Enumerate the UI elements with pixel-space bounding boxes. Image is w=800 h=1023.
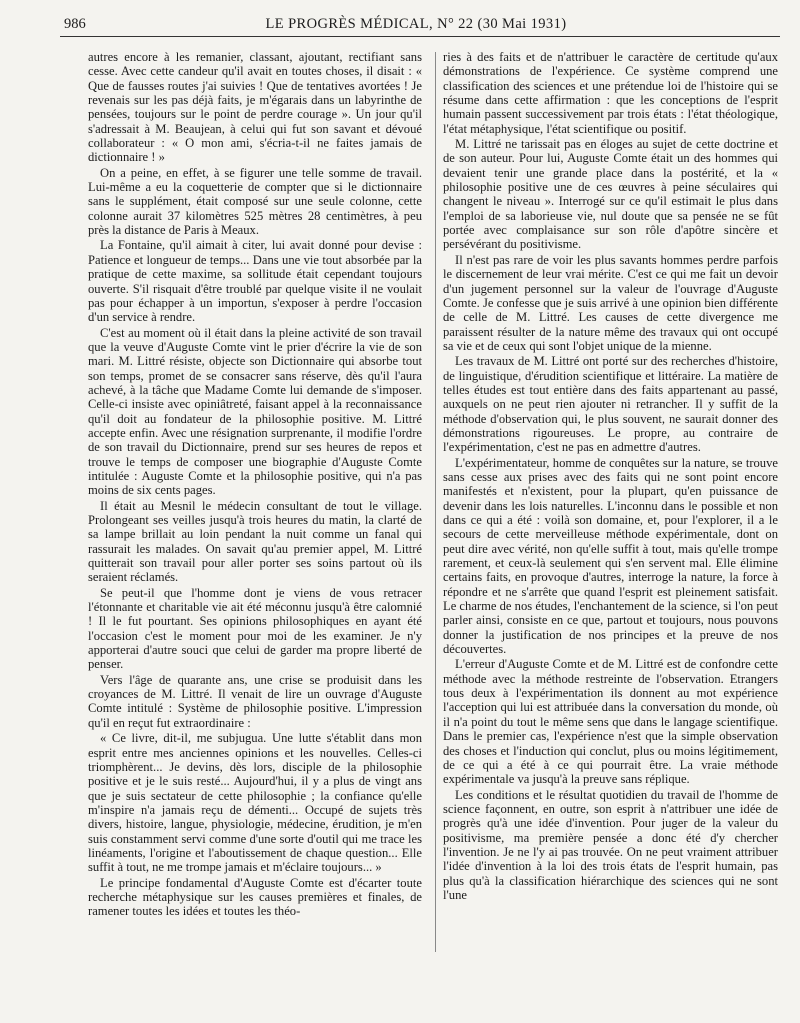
page-number: 986 xyxy=(64,16,86,32)
paragraph: ries à des faits et de n'attribuer le caractère de certitude qu'aux démonstrations de l'expérience. Ce système comprend une classification des sciences et une prétendue loi de l'histoire qui se résume dans cette affirmation : que les conceptions de l'esprit humain passent successivement par trois états : l'état théologique, l'état métaphysique, l'état scientifique ou positif. xyxy=(443,50,778,136)
header-rule xyxy=(60,36,780,37)
paragraph: Il n'est pas rare de voir les plus savants hommes perdre parfois le discernement de leur vrai mérite. C'est ce qui me fait un devoir d'un jugement personnel sur la valeur de l'ouvrage d'Auguste Comte. Je confesse que je suis arrivé à une opinion bien différente de celle de M. Littré. Les causes de cette divergence me paraissent résulter de la nature même des travaux qui ont occupé sa vie et de ceux qui sont l'objet unique de la mienne. xyxy=(443,252,778,353)
paragraph: Se peut-il que l'homme dont je viens de vous retracer l'étonnante et charitable vie ait été méconnu jusqu'à être calomnié ! Il le fut pourtant. Ses opinions philosophiques en ayant été l'occasion c'est le moment pour moi de les examiner. Je n'y apporterai d'autre souci que celui de garder ma propre liberté de penser. xyxy=(88,585,422,672)
paragraph: L'erreur d'Auguste Comte et de M. Littré est de confondre cette méthode avec la méthode restreinte de l'observation. Etrangers tous deux à l'expérimentation ils donnent au mot expérience l'acception qui lui est attribuée dans la conversation du monde, où il n'a point du tout le même sens que dans le langage scientifique. Dans le premier cas, l'expérience n'est que la simple observation des choses et l'induction qui conclut, plus ou moins légitimement, de ce qui a été à ce qui pourrait être. La vraie méthode expérimentale va jusqu'à la preuve sans réplique. xyxy=(443,657,778,787)
journal-title: LE PROGRÈS MÉDICAL, N° 22 (30 Mai 1931) xyxy=(265,16,567,32)
paragraph: On a peine, en effet, à se figurer une telle somme de travail. Lui-même a eu la coquetterie de compter que si le dictionnaire sans le supplément, était composé sur une seule colonne, cette colonne aurait 37 kilomètres 525 mètres 28 centimètres, à peu près la distance de Paris à Meaux. xyxy=(88,165,422,238)
paragraph: M. Littré ne tarissait pas en éloges au sujet de cette doctrine et de son auteur. Pour lui, Auguste Comte était un des hommes qui devaient tenir une grande place dans la postérité, et la « philosophie positive une de ces œuvres à peine séculaires qui changent le niveau ». Interrogé sur ce qu'il estimait le plus dans l'emploi de sa laborieuse vie, nul doute que sa pensée ne se fût portée avec complaisance sur son rôle d'apôtre sincère et persévérant du positivisme. xyxy=(443,137,778,252)
paragraph: Les travaux de M. Littré ont porté sur des recherches d'histoire, de linguistique, d'érudition scientifique et littéraire. La matière de telles études est tout entière dans des faits appartenant au passé, auxquels on ne peut rien ajouter ni retrancher. Il y suffit de la méthode d'observation qui, le plus souvent, ne saurait donner des démonstrations rigoureuses. Le propre, au contraire de l'expérimentation, c'est ne pas en admettre d'autres. xyxy=(443,354,778,455)
paragraph: C'est au moment où il était dans la pleine activité de son travail que la veuve d'Auguste Comte vint le prier d'écrire la vie de son mari. M. Littré résiste, objecte son Dictionnaire qui absorbe tout son temps, promet de se consacrer sans réserve, dès qu'il l'aura achevé, à la tâche que Madame Comte lui demande de s'imposer. Celle-ci insiste avec opiniâtreté, faisant appel à la reconnaissance qu'il doit au fondateur de la philosophie positive. M. Littré accepte enfin. Avec une résignation surprenante, il modifie l'ordre de son travail du Dictionnaire, prend sur ses heures de repos et trouve le temps de composer une biographie d'Auguste Comte intitulée : Auguste Comte et la philosophie positive, qui n'a pas moins de six cents pages. xyxy=(88,325,422,498)
paragraph: Les conditions et le résultat quotidien du travail de l'homme de science façonnent, en outre, son esprit à n'attribuer une idée de progrès qu'à une idée d'invention. Pour juger de la valeur du positivisme, ma première pensée a donc été d'y chercher l'invention. Je ne l'y ai pas trouvée. On ne peut vraiment attribuer l'idée d'invention à la loi des trois états de l'esprit humain, pas plus qu'à la classification hiérarchique des sciences qui ne sont l'une xyxy=(443,787,778,902)
left-column xyxy=(88,50,422,920)
paragraph: La Fontaine, qu'il aimait à citer, lui avait donné pour devise : Patience et longueur de temps... Dans une vie tout absorbée par la pratique de cette maxime, sa sollitude était cependant toujours ouverte. S'il risquait d'être troublé par quelque visite il ne voulait pas pour échapper à un importun, s'exposer à perdre l'occasion d'un service à rendre. xyxy=(88,238,422,325)
paragraph: L'expérimentateur, homme de conquêtes sur la nature, se trouve sans cesse aux prises avec des faits qui ne sont point encore manifestés et n'existent, pour la plupart, qu'en puissance de devenir dans les lois naturelles. L'inconnu dans le possible et non dans ce qui a été : voilà son domaine, et, pour l'explorer, il a le secours de cette merveilleuse méthode expérimentale, dont on peut dire avec vérité, non qu'elle suffit à tout, mais qu'elle trompe rarement, et ceux-là seulement qui s'en servent mal. Elle élimine certains faits, en provoque d'autres, interroge la nature, la force à répondre et ne s'arrête que quand l'esprit est pleinement satisfait. Le charme de nos études, l'enchantement de la science, si l'on peut parler ainsi, consiste en ce que, partout et toujours, nous pouvons donner la justification de nos principes et la preuve de nos découvertes. xyxy=(443,455,778,657)
paragraph: Vers l'âge de quarante ans, une crise se produisit dans les croyances de M. Littré. Il venait de lire un ouvrage d'Auguste Comte intitulé : Système de philosophie positive. L'impression qu'il en reçut fut extraordinaire : xyxy=(88,672,422,730)
right-column xyxy=(443,50,778,903)
running-header xyxy=(56,14,776,36)
quotation-paragraph: « Ce livre, dit-il, me subjugua. Une lutte s'établit dans mon esprit entre mes anciennes opinions et les nouvelles. Celles-ci triomphèrent... Je devins, dès lors, disciple de la philosophie positive et je le suis resté... Aujourd'hui, il y a plus de vingt ans que je suis sectateur de cette philosophie ; la confiance qu'elle m'inspire n'a jamais reçu de démenti... Occupé de sujets très divers, histoire, langue, physiologie, médecine, érudition, je m'en suis constamment servi comme d'une sorte d'outil qui me trace les linéaments, l'origine et l'aboutissement de chaque question... Elle suffit à tout, ne me trompe jamais et m'éclaire toujours... » xyxy=(88,731,422,875)
paragraph: autres encore à les remanier, classant, ajoutant, rectifiant sans cesse. Avec cette candeur qu'il avait en toutes choses, il disait : « Que de fausses routes j'ai suivies ! Que de tentatives avortées ! Je revenais sur les pas déjà faits, je m'égarais dans un labyrinthe de pensées, toujours sur le point de perdre courage ». Un jour qu'il s'adressait à M. Beaujean, à celui qui fut son savant et dévoué collaborateur : « O mon ami, s'écria-t-il ne faites jamais de dictionnaire ! » xyxy=(88,50,422,165)
paragraph: Le principe fondamental d'Auguste Comte est d'écarter toute recherche métaphysique sur les causes premières et finales, de ramener toutes les idées et toutes les théo- xyxy=(88,875,422,919)
column-divider xyxy=(435,52,436,952)
paragraph: Il était au Mesnil le médecin consultant de tout le village. Prolongeant ses veilles jusqu'à trois heures du matin, la clarté de sa lampe brillait au loin pendant la nuit comme un fanal qui rassurait les malades. On savait qu'au premier appel, M. Littré quitterait son travail pour aller porter ses soins partout où ils seraient réclamés. xyxy=(88,498,422,585)
